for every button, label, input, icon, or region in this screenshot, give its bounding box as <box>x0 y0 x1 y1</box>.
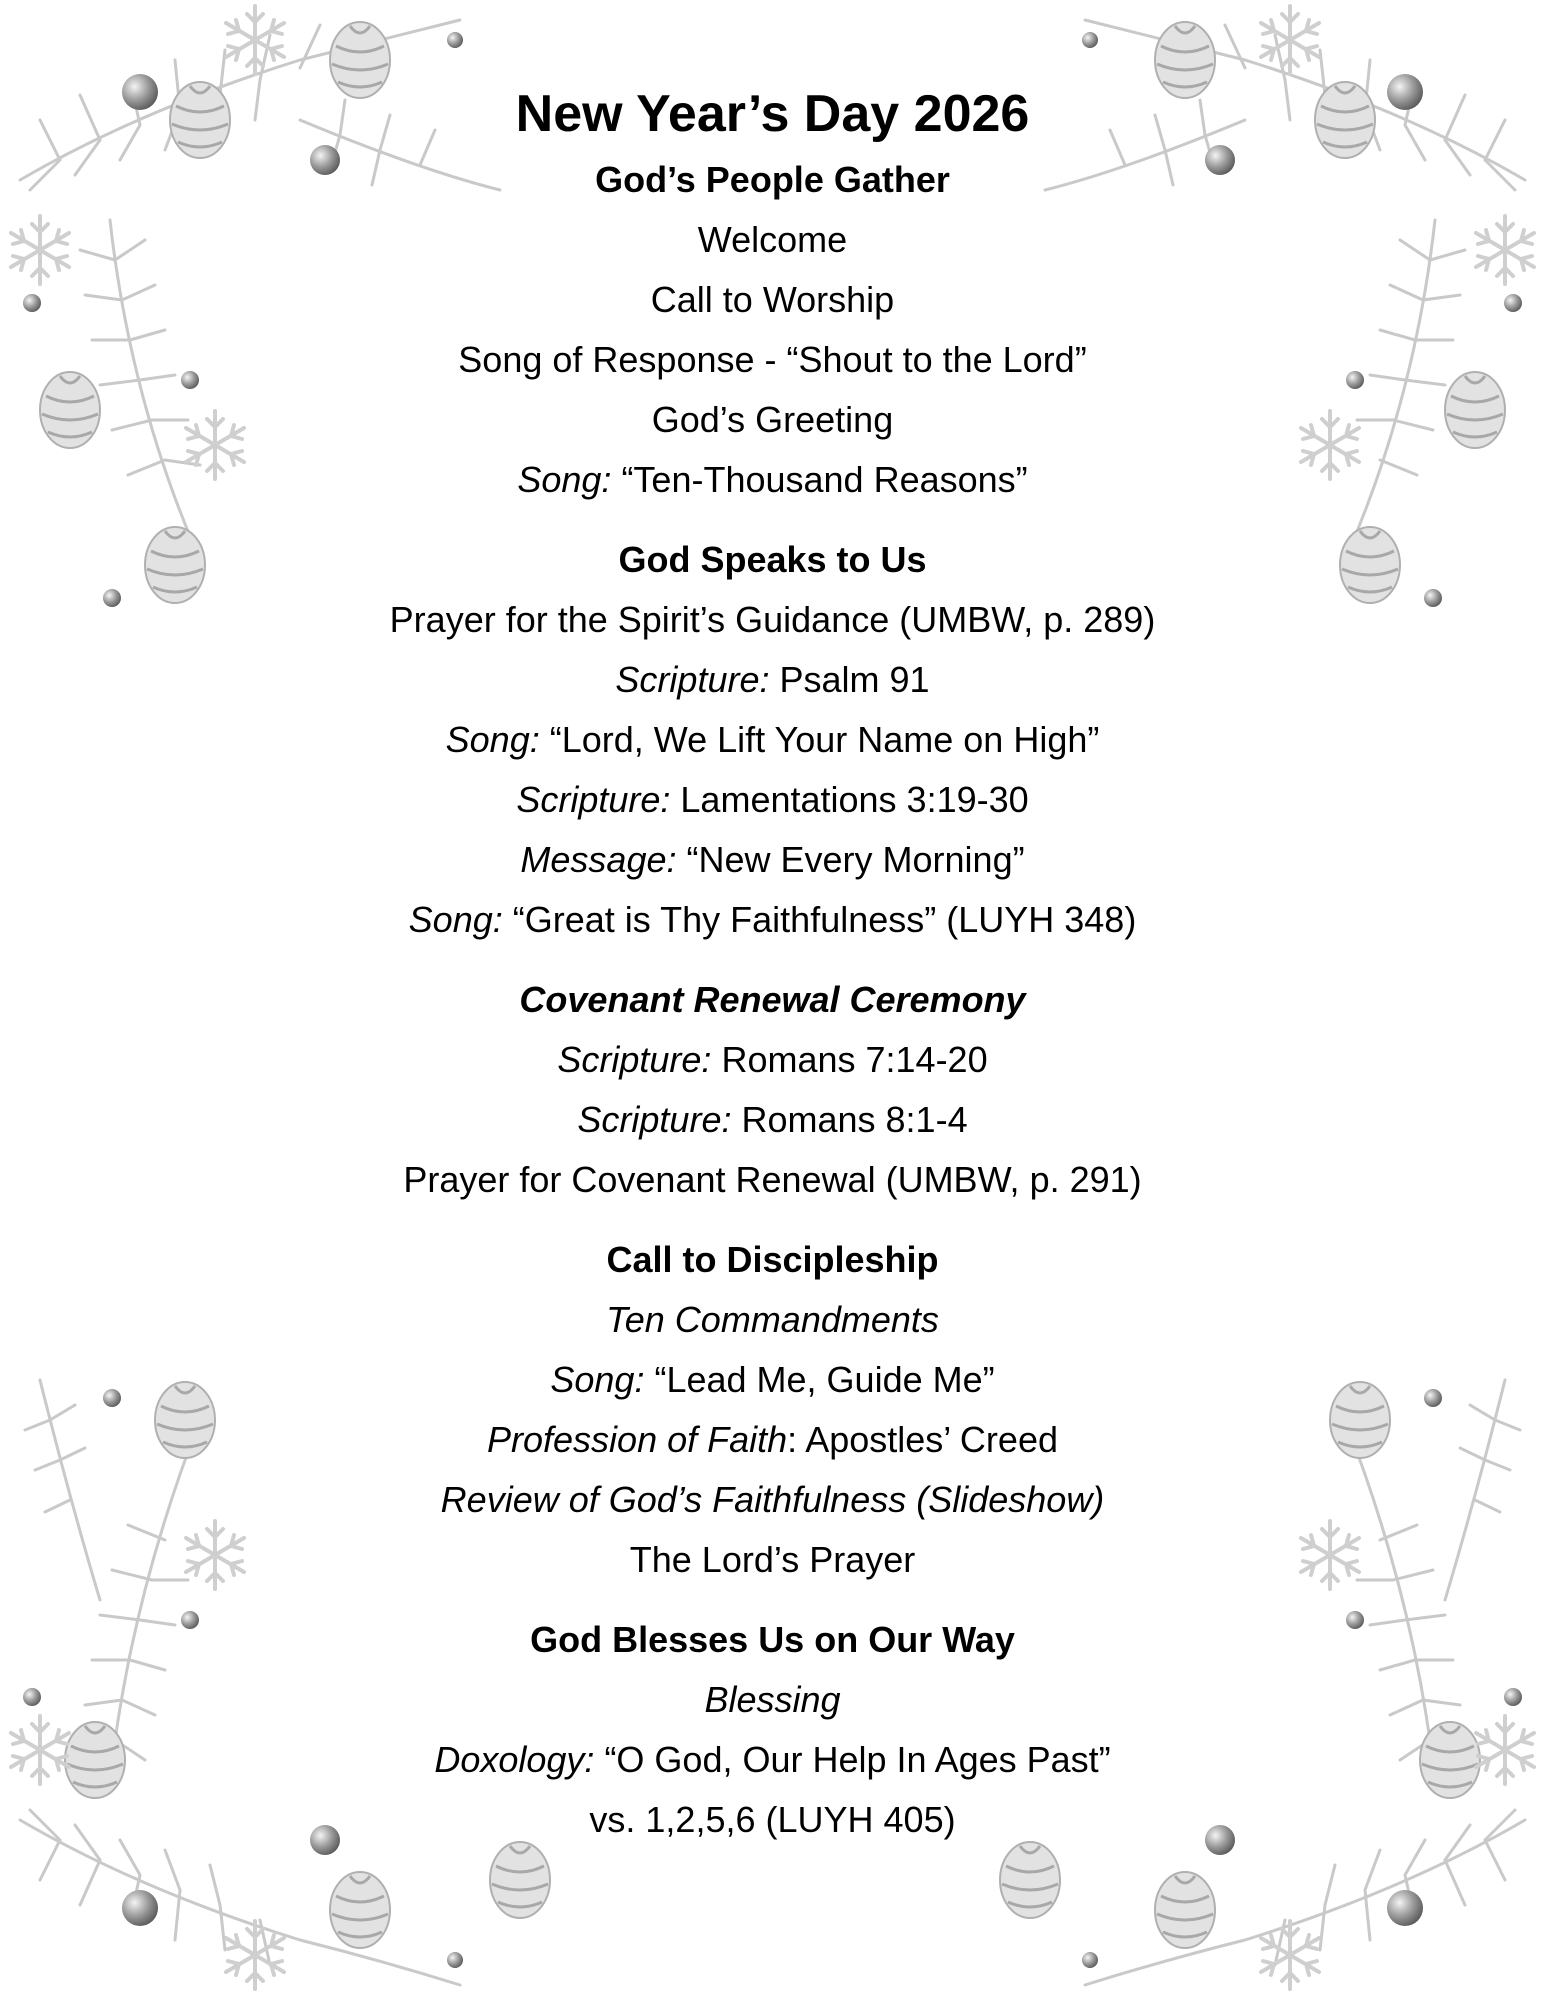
snowflake-icon <box>1261 6 1319 74</box>
section-covenant <box>0 970 1545 1210</box>
page-title: New Year’s Day 2026 <box>515 85 1030 143</box>
pinecone-icon <box>1155 1872 1215 1948</box>
list-item: Blessing <box>704 1679 841 1720</box>
list-item: Song: “Ten-Thousand Reasons” <box>517 459 1028 500</box>
order-of-worship <box>0 80 1545 1870</box>
list-item: The Lord’s Prayer <box>629 1539 916 1580</box>
section-gather <box>0 150 1545 510</box>
list-item: Scripture: Psalm 91 <box>615 659 930 700</box>
list-item: Prayer for Covenant Renewal (UMBW, p. 291) <box>403 1159 1142 1200</box>
list-item: Message: “New Every Morning” <box>520 839 1025 880</box>
list-item: Welcome <box>697 219 848 260</box>
list-item: Call to Worship <box>650 279 895 320</box>
section-heading: Covenant Renewal Ceremony <box>519 979 1026 1020</box>
list-item: Review of God’s Faithfulness (Slideshow) <box>440 1479 1105 1520</box>
list-item: Song: “Lead Me, Guide Me” <box>550 1359 995 1400</box>
list-item: Song: “Lord, We Lift Your Name on High” <box>445 719 1100 760</box>
section-heading: God Speaks to Us <box>618 539 927 580</box>
section-speaks <box>0 530 1545 950</box>
list-item: Song: “Great is Thy Faithfulness” (LUYH 348) <box>408 899 1137 940</box>
list-item: Ten Commandments <box>606 1299 939 1340</box>
list-item: Scripture: Romans 8:1-4 <box>577 1099 968 1140</box>
list-item: Scripture: Lamentations 3:19-30 <box>516 779 1029 820</box>
snowflake-icon <box>226 6 284 74</box>
section-blesses <box>0 1610 1545 1850</box>
snowflake-icon <box>1261 1921 1319 1989</box>
list-item: God’s Greeting <box>651 399 894 440</box>
list-item: Doxology: “O God, Our Help In Ages Past” <box>434 1739 1111 1780</box>
list-item: Scripture: Romans 7:14-20 <box>557 1039 988 1080</box>
section-heading: God Blesses Us on Our Way <box>530 1619 1015 1660</box>
snowflake-icon <box>226 1921 284 1989</box>
list-item: Profession of Faith: Apostles’ Creed <box>487 1419 1058 1460</box>
list-item: Prayer for the Spirit’s Guidance (UMBW, p. 289) <box>389 599 1156 640</box>
section-heading: Call to Discipleship <box>606 1239 939 1280</box>
list-item: Song of Response - “Shout to the Lord” <box>458 339 1087 380</box>
section-heading: God’s People Gather <box>595 159 950 200</box>
list-item: vs. 1,2,5,6 (LUYH 405) <box>589 1799 956 1840</box>
section-discipleship <box>0 1230 1545 1590</box>
pinecone-icon <box>330 1872 390 1948</box>
